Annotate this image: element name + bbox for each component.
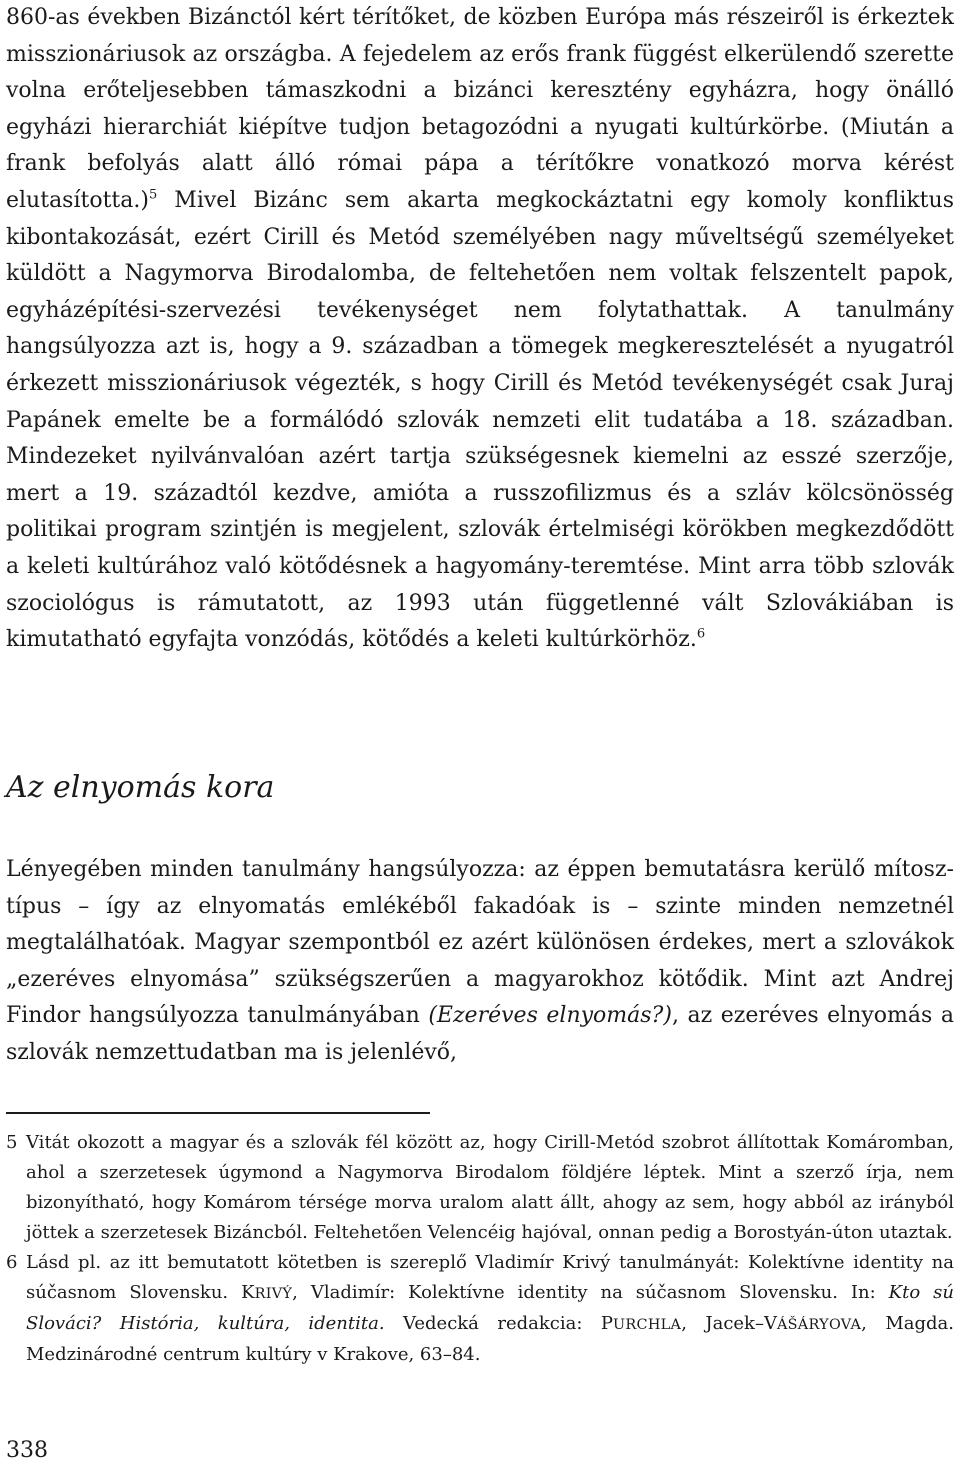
page-number: 338 (6, 1438, 48, 1463)
footnote-6-number: 6 (6, 1252, 18, 1273)
footnote-5-number: 5 (6, 1132, 18, 1153)
footnote-5-text: Vitát okozott a magyar és a szlovák fél között az, hogy Cirill-Metód szobrot állítottak Komáromban, ahol a szerzetesek úgymond a Nagymorva Birodalom földjére léptek. Mint a szerző írja, nem bizonyítható, hogy Komárom térsége morva uralom alatt állt, ahogy az sem, hogy abból az irányból jöttek a szerzetesek Bizáncból. Feltehetően Velencéig hajóval, onnan pedig a Borostyán-úton utaztak. (26, 1132, 954, 1243)
footnotes (6, 1128, 954, 1370)
footnote-6-reference[interactable]: 6 (696, 626, 706, 642)
author-krivy-smallcaps: RIVÝ (254, 1286, 293, 1302)
footnote-5 (6, 1128, 954, 1248)
footnote-6-text-b: , Vladimír: Kolektívne identity na súčasnom Slovensku. In: (292, 1282, 889, 1303)
paragraph-1-text-a: 860-as években Bizánctól kért térítőket, de közben Európa más részeiről is érkeztek misszionáriusok az országba. A fejedelem az erős frank függést elkerülendő szerette volna erőteljesebben támaszkodni a bizánci keresztény egyházra, hogy önálló egyházi hierarchiát kiépítve tudjon betagozódni a nyugati kultúrkörbe. (Miután a frank befolyás alatt álló római pápa a térítőkre vonatkozó morva kérést elutasította.) (6, 5, 954, 213)
paragraph-1-text-b: Mivel Bizánc sem akarta megkockáztatni egy komoly konfliktus kibontakozását, ezért Cirill és Metód személyében nagy műveltségű személyeket küldött a Nagymorva Birodalomba, de feltehetően nem voltak felszentelt papok, egyházépítési-szervezési tevékenységet nem folytathattak. A tanulmány hangsúlyozza azt is, hogy a 9. században a tömegek megkeresztelését a nyugatról érkezett misszionáriusok végezték, s hogy Cirill és Metód tevékenységét csak Juraj Papánek emelte be a formálódó szlovák nemzeti elit tudatába a 18. században. Mindezeket nyilvánvalóan azért tartja szükségesnek kiemelni az esszé szerzője, mert a 19. századtól kezdve, amióta a russzofilizmus és a szláv kölcsönösség politikai program szintjén is megjelent, szlovák értelmiségi körökben megkezdődött a keleti kultúrához való kötődésnek a hagyomány-teremtése. Mint arra több szlovák szociológus is rámutatott, az 1993 után függetlenné vált Szlovákiában is kimutatható egyfajta vonzódás, kötődés a keleti kultúrkörhöz. (6, 187, 954, 653)
footnote-6-text-d: , Jacek– (681, 1313, 764, 1334)
body-paragraph-1 (6, 0, 954, 659)
footnote-6-text-c: Vedecká redakcia: (384, 1313, 601, 1334)
footnote-6-book-title: Kto sú Slováci? História, kultúra, identita. (26, 1282, 954, 1334)
author-krivy-initial: K (241, 1282, 255, 1303)
section-heading: Az elnyomás kora (6, 770, 275, 805)
author-vasaryova-initial: V (763, 1313, 777, 1334)
paragraph-2-cited-title: (Ezeréves elnyomás?) (428, 1003, 672, 1029)
paragraph-2-text-b: , az ezeréves elnyomás a szlovák nemzettudatban ma is jelenlévő, (6, 1003, 954, 1065)
footnote-separator (6, 1112, 430, 1114)
author-purchla-smallcaps: URCHLA (613, 1317, 682, 1333)
author-purchla-initial: P (600, 1313, 613, 1334)
author-vasaryova-smallcaps: ÁŠÁRYOVA (776, 1317, 862, 1333)
body-paragraph-2 (6, 852, 954, 1072)
footnote-6-text-a: Lásd pl. az itt bemutatott kötetben is szereplő Vladimír Krivý tanulmányát: Kolektívne identity na súčasnom Slovensku. (26, 1252, 954, 1303)
footnote-6 (6, 1248, 954, 1370)
footnote-6-text-e: , Magda. Medzinárodné centrum kultúry v Krakove, 63–84. (26, 1313, 954, 1365)
footnote-5-reference[interactable]: 5 (148, 187, 158, 203)
paragraph-2-text-a: Lényegében minden tanulmány hangsúlyozza: az éppen bemutatásra kerülő mítosz-típus – így az elnyomatás emlékéből fakadóak is – szinte minden nemzetnél megtalálhatóak. Magyar szempontból ez azért különösen érdekes, mert a szlovákok „ezeréves elnyomása” szükségszerűen a magyarokhoz kötődik. Mint azt Andrej Findor hangsúlyozza tanulmányában (6, 857, 954, 1029)
